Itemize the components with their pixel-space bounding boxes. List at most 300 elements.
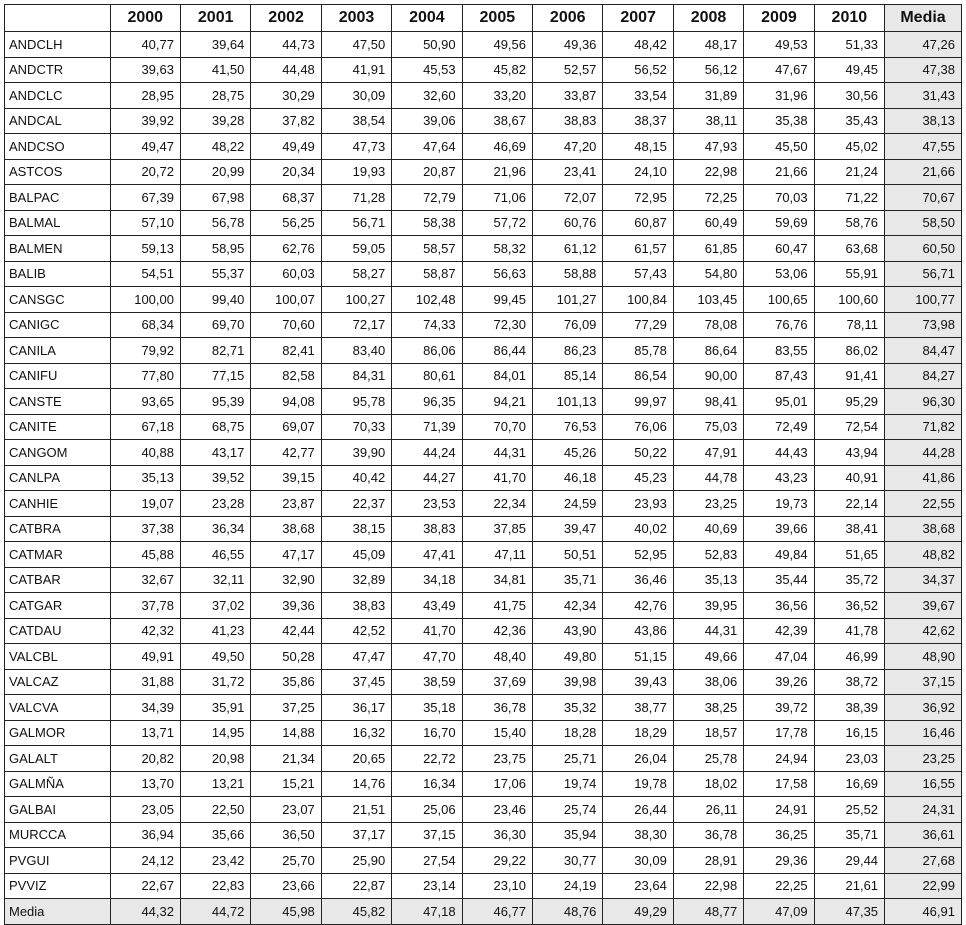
value-cell: 22,83 — [180, 873, 250, 899]
value-cell: 49,36 — [533, 32, 603, 58]
value-cell: 42,44 — [251, 618, 321, 644]
value-cell: 22,87 — [321, 873, 391, 899]
row-media-cell: 23,25 — [885, 746, 962, 772]
row-label: ANDCTR — [5, 57, 111, 83]
value-cell: 47,47 — [321, 644, 391, 670]
value-cell: 71,06 — [462, 185, 532, 211]
value-cell: 16,34 — [392, 771, 462, 797]
row-media-cell: 48,82 — [885, 542, 962, 568]
value-cell: 50,90 — [392, 32, 462, 58]
value-cell: 39,06 — [392, 108, 462, 134]
table-row — [5, 644, 962, 670]
value-cell: 102,48 — [392, 287, 462, 313]
table-row — [5, 414, 962, 440]
value-cell: 20,98 — [180, 746, 250, 772]
table-row — [5, 567, 962, 593]
value-cell: 20,65 — [321, 746, 391, 772]
value-cell: 38,25 — [673, 695, 743, 721]
value-cell: 20,87 — [392, 159, 462, 185]
row-media-cell: 27,68 — [885, 848, 962, 874]
row-media-cell: 48,90 — [885, 644, 962, 670]
column-header-year: 2010 — [814, 5, 884, 32]
value-cell: 38,54 — [321, 108, 391, 134]
value-cell: 23,25 — [673, 491, 743, 517]
value-cell: 33,20 — [462, 83, 532, 109]
table-row — [5, 210, 962, 236]
media-row-cell: 47,18 — [392, 899, 462, 925]
row-label: CATBAR — [5, 567, 111, 593]
value-cell: 39,26 — [744, 669, 814, 695]
table-footer — [5, 899, 962, 925]
value-cell: 52,95 — [603, 542, 673, 568]
value-cell: 22,34 — [462, 491, 532, 517]
row-label: PVGUI — [5, 848, 111, 874]
table-row — [5, 491, 962, 517]
value-cell: 22,50 — [180, 797, 250, 823]
value-cell: 39,98 — [533, 669, 603, 695]
value-cell: 58,76 — [814, 210, 884, 236]
value-cell: 58,87 — [392, 261, 462, 287]
row-label: CATDAU — [5, 618, 111, 644]
value-cell: 24,91 — [744, 797, 814, 823]
value-cell: 50,28 — [251, 644, 321, 670]
row-media-cell: 16,55 — [885, 771, 962, 797]
table-row — [5, 363, 962, 389]
value-cell: 23,42 — [180, 848, 250, 874]
value-cell: 39,64 — [180, 32, 250, 58]
value-cell: 25,74 — [533, 797, 603, 823]
value-cell: 23,05 — [110, 797, 180, 823]
row-label: GALMÑA — [5, 771, 111, 797]
value-cell: 54,80 — [673, 261, 743, 287]
value-cell: 82,71 — [180, 338, 250, 364]
value-cell: 25,52 — [814, 797, 884, 823]
value-cell: 32,11 — [180, 567, 250, 593]
row-media-cell: 58,50 — [885, 210, 962, 236]
value-cell: 33,54 — [603, 83, 673, 109]
value-cell: 35,66 — [180, 822, 250, 848]
row-media-cell: 38,68 — [885, 516, 962, 542]
row-label: CANSGC — [5, 287, 111, 313]
column-header-year: 2008 — [673, 5, 743, 32]
value-cell: 100,07 — [251, 287, 321, 313]
value-cell: 72,79 — [392, 185, 462, 211]
value-cell: 47,41 — [392, 542, 462, 568]
value-cell: 29,44 — [814, 848, 884, 874]
value-cell: 58,27 — [321, 261, 391, 287]
value-cell: 30,56 — [814, 83, 884, 109]
value-cell: 17,06 — [462, 771, 532, 797]
table-row — [5, 618, 962, 644]
row-label: CANITE — [5, 414, 111, 440]
value-cell: 25,06 — [392, 797, 462, 823]
media-row-label: Media — [5, 899, 111, 925]
value-cell: 85,14 — [533, 363, 603, 389]
value-cell: 36,17 — [321, 695, 391, 721]
value-cell: 35,13 — [673, 567, 743, 593]
value-cell: 42,34 — [533, 593, 603, 619]
table-row — [5, 440, 962, 466]
value-cell: 18,28 — [533, 720, 603, 746]
media-row-cell: 49,29 — [603, 899, 673, 925]
value-cell: 45,53 — [392, 57, 462, 83]
value-cell: 82,58 — [251, 363, 321, 389]
value-cell: 90,00 — [673, 363, 743, 389]
value-cell: 60,49 — [673, 210, 743, 236]
value-cell: 23,87 — [251, 491, 321, 517]
row-label: CATGAR — [5, 593, 111, 619]
value-cell: 77,80 — [110, 363, 180, 389]
value-cell: 48,40 — [462, 644, 532, 670]
value-cell: 86,54 — [603, 363, 673, 389]
value-cell: 23,07 — [251, 797, 321, 823]
value-cell: 41,50 — [180, 57, 250, 83]
value-cell: 49,80 — [533, 644, 603, 670]
value-cell: 57,10 — [110, 210, 180, 236]
table-row — [5, 287, 962, 313]
row-media-cell: 70,67 — [885, 185, 962, 211]
table-row — [5, 669, 962, 695]
value-cell: 44,31 — [462, 440, 532, 466]
value-cell: 86,44 — [462, 338, 532, 364]
value-cell: 84,01 — [462, 363, 532, 389]
value-cell: 35,43 — [814, 108, 884, 134]
media-row-cell: 44,32 — [110, 899, 180, 925]
row-label: CATBRA — [5, 516, 111, 542]
row-media-cell: 100,77 — [885, 287, 962, 313]
value-cell: 19,78 — [603, 771, 673, 797]
value-cell: 77,15 — [180, 363, 250, 389]
value-cell: 77,29 — [603, 312, 673, 338]
table-row — [5, 822, 962, 848]
media-row-cell: 45,82 — [321, 899, 391, 925]
row-label: GALMOR — [5, 720, 111, 746]
value-cell: 49,66 — [673, 644, 743, 670]
value-cell: 20,34 — [251, 159, 321, 185]
value-cell: 24,94 — [744, 746, 814, 772]
value-cell: 32,89 — [321, 567, 391, 593]
value-cell: 95,78 — [321, 389, 391, 415]
value-cell: 67,39 — [110, 185, 180, 211]
value-cell: 57,43 — [603, 261, 673, 287]
value-cell: 54,51 — [110, 261, 180, 287]
value-cell: 15,21 — [251, 771, 321, 797]
column-header-year: 2005 — [462, 5, 532, 32]
data-table-container — [4, 4, 962, 925]
value-cell: 43,49 — [392, 593, 462, 619]
value-cell: 23,64 — [603, 873, 673, 899]
table-row — [5, 389, 962, 415]
value-cell: 58,57 — [392, 236, 462, 262]
value-cell: 70,03 — [744, 185, 814, 211]
value-cell: 34,18 — [392, 567, 462, 593]
value-cell: 14,95 — [180, 720, 250, 746]
value-cell: 51,33 — [814, 32, 884, 58]
value-cell: 39,63 — [110, 57, 180, 83]
value-cell: 42,77 — [251, 440, 321, 466]
value-cell: 39,66 — [744, 516, 814, 542]
value-cell: 79,92 — [110, 338, 180, 364]
value-cell: 76,76 — [744, 312, 814, 338]
value-cell: 24,59 — [533, 491, 603, 517]
value-cell: 41,70 — [462, 465, 532, 491]
value-cell: 58,32 — [462, 236, 532, 262]
value-cell: 25,70 — [251, 848, 321, 874]
value-cell: 40,42 — [321, 465, 391, 491]
row-label: BALIB — [5, 261, 111, 287]
value-cell: 29,36 — [744, 848, 814, 874]
value-cell: 35,71 — [814, 822, 884, 848]
value-cell: 20,72 — [110, 159, 180, 185]
row-label: CANIGC — [5, 312, 111, 338]
value-cell: 45,02 — [814, 134, 884, 160]
value-cell: 39,47 — [533, 516, 603, 542]
table-row — [5, 312, 962, 338]
value-cell: 18,29 — [603, 720, 673, 746]
value-cell: 16,69 — [814, 771, 884, 797]
value-cell: 49,56 — [462, 32, 532, 58]
value-cell: 72,54 — [814, 414, 884, 440]
value-cell: 23,46 — [462, 797, 532, 823]
value-cell: 36,30 — [462, 822, 532, 848]
value-cell: 19,74 — [533, 771, 603, 797]
value-cell: 35,18 — [392, 695, 462, 721]
row-media-cell: 44,28 — [885, 440, 962, 466]
value-cell: 13,21 — [180, 771, 250, 797]
value-cell: 96,35 — [392, 389, 462, 415]
value-cell: 71,39 — [392, 414, 462, 440]
row-label: BALMAL — [5, 210, 111, 236]
value-cell: 83,40 — [321, 338, 391, 364]
value-cell: 31,89 — [673, 83, 743, 109]
value-cell: 43,17 — [180, 440, 250, 466]
value-cell: 39,90 — [321, 440, 391, 466]
row-media-cell: 22,99 — [885, 873, 962, 899]
value-cell: 38,39 — [814, 695, 884, 721]
value-cell: 44,78 — [673, 465, 743, 491]
row-media-cell: 31,43 — [885, 83, 962, 109]
value-cell: 22,14 — [814, 491, 884, 517]
value-cell: 45,09 — [321, 542, 391, 568]
value-cell: 38,68 — [251, 516, 321, 542]
row-media-cell: 96,30 — [885, 389, 962, 415]
value-cell: 60,76 — [533, 210, 603, 236]
value-cell: 38,72 — [814, 669, 884, 695]
row-media-cell: 47,55 — [885, 134, 962, 160]
value-cell: 37,45 — [321, 669, 391, 695]
table-row — [5, 108, 962, 134]
value-cell: 30,77 — [533, 848, 603, 874]
value-cell: 58,88 — [533, 261, 603, 287]
value-cell: 63,68 — [814, 236, 884, 262]
table-row — [5, 83, 962, 109]
value-cell: 23,10 — [462, 873, 532, 899]
value-cell: 46,69 — [462, 134, 532, 160]
media-row-cell: 48,76 — [533, 899, 603, 925]
value-cell: 43,94 — [814, 440, 884, 466]
value-cell: 15,40 — [462, 720, 532, 746]
row-label: ANDCSO — [5, 134, 111, 160]
value-cell: 40,69 — [673, 516, 743, 542]
value-cell: 23,14 — [392, 873, 462, 899]
value-cell: 22,67 — [110, 873, 180, 899]
value-cell: 71,22 — [814, 185, 884, 211]
value-cell: 34,81 — [462, 567, 532, 593]
value-cell: 52,83 — [673, 542, 743, 568]
column-header-year: 2003 — [321, 5, 391, 32]
table-row — [5, 848, 962, 874]
value-cell: 72,17 — [321, 312, 391, 338]
table-header — [5, 5, 962, 32]
value-cell: 86,02 — [814, 338, 884, 364]
value-cell: 38,59 — [392, 669, 462, 695]
value-cell: 23,53 — [392, 491, 462, 517]
media-row-cell: 47,35 — [814, 899, 884, 925]
value-cell: 24,10 — [603, 159, 673, 185]
row-label: CANLPA — [5, 465, 111, 491]
value-cell: 36,46 — [603, 567, 673, 593]
corner-cell — [5, 5, 111, 32]
value-cell: 47,91 — [673, 440, 743, 466]
value-cell: 27,54 — [392, 848, 462, 874]
value-cell: 47,17 — [251, 542, 321, 568]
table-row — [5, 32, 962, 58]
value-cell: 62,76 — [251, 236, 321, 262]
row-media-cell: 21,66 — [885, 159, 962, 185]
row-label: VALCAZ — [5, 669, 111, 695]
value-cell: 32,60 — [392, 83, 462, 109]
value-cell: 49,53 — [744, 32, 814, 58]
value-cell: 72,95 — [603, 185, 673, 211]
value-cell: 20,82 — [110, 746, 180, 772]
table-row — [5, 873, 962, 899]
value-cell: 14,76 — [321, 771, 391, 797]
value-cell: 19,73 — [744, 491, 814, 517]
value-cell: 94,21 — [462, 389, 532, 415]
value-cell: 45,82 — [462, 57, 532, 83]
row-label: VALCVA — [5, 695, 111, 721]
value-cell: 100,84 — [603, 287, 673, 313]
value-cell: 38,37 — [603, 108, 673, 134]
value-cell: 86,64 — [673, 338, 743, 364]
value-cell: 44,48 — [251, 57, 321, 83]
value-cell: 100,00 — [110, 287, 180, 313]
row-label: CANSTE — [5, 389, 111, 415]
value-cell: 37,25 — [251, 695, 321, 721]
value-cell: 59,69 — [744, 210, 814, 236]
value-cell: 48,42 — [603, 32, 673, 58]
value-cell: 23,03 — [814, 746, 884, 772]
value-cell: 31,72 — [180, 669, 250, 695]
value-cell: 37,82 — [251, 108, 321, 134]
value-cell: 47,73 — [321, 134, 391, 160]
value-cell: 86,06 — [392, 338, 462, 364]
value-cell: 17,78 — [744, 720, 814, 746]
value-cell: 75,03 — [673, 414, 743, 440]
value-cell: 39,15 — [251, 465, 321, 491]
value-cell: 22,37 — [321, 491, 391, 517]
header-row — [5, 5, 962, 32]
value-cell: 38,83 — [533, 108, 603, 134]
value-cell: 56,12 — [673, 57, 743, 83]
value-cell: 45,50 — [744, 134, 814, 160]
value-cell: 95,01 — [744, 389, 814, 415]
value-cell: 56,25 — [251, 210, 321, 236]
value-cell: 55,91 — [814, 261, 884, 287]
value-cell: 59,05 — [321, 236, 391, 262]
value-cell: 70,70 — [462, 414, 532, 440]
table-body — [5, 32, 962, 899]
table-row — [5, 771, 962, 797]
value-cell: 43,86 — [603, 618, 673, 644]
media-row-cell: 46,77 — [462, 899, 532, 925]
value-cell: 35,91 — [180, 695, 250, 721]
value-cell: 78,08 — [673, 312, 743, 338]
row-label: CANGOM — [5, 440, 111, 466]
value-cell: 51,65 — [814, 542, 884, 568]
value-cell: 52,57 — [533, 57, 603, 83]
value-cell: 23,28 — [180, 491, 250, 517]
value-cell: 91,41 — [814, 363, 884, 389]
value-cell: 36,78 — [462, 695, 532, 721]
row-label: BALPAC — [5, 185, 111, 211]
value-cell: 30,09 — [321, 83, 391, 109]
value-cell: 49,45 — [814, 57, 884, 83]
value-cell: 22,98 — [673, 873, 743, 899]
value-cell: 44,27 — [392, 465, 462, 491]
value-cell: 87,43 — [744, 363, 814, 389]
value-cell: 68,75 — [180, 414, 250, 440]
data-table — [4, 4, 962, 925]
value-cell: 41,75 — [462, 593, 532, 619]
value-cell: 17,58 — [744, 771, 814, 797]
row-media-cell: 84,47 — [885, 338, 962, 364]
value-cell: 47,50 — [321, 32, 391, 58]
table-row — [5, 236, 962, 262]
value-cell: 39,95 — [673, 593, 743, 619]
value-cell: 70,60 — [251, 312, 321, 338]
value-cell: 44,73 — [251, 32, 321, 58]
row-media-cell: 47,26 — [885, 32, 962, 58]
value-cell: 18,57 — [673, 720, 743, 746]
value-cell: 23,93 — [603, 491, 673, 517]
value-cell: 53,06 — [744, 261, 814, 287]
column-header-year: 2000 — [110, 5, 180, 32]
value-cell: 35,13 — [110, 465, 180, 491]
value-cell: 41,78 — [814, 618, 884, 644]
value-cell: 49,49 — [251, 134, 321, 160]
value-cell: 48,17 — [673, 32, 743, 58]
value-cell: 43,90 — [533, 618, 603, 644]
value-cell: 37,85 — [462, 516, 532, 542]
row-media-cell: 47,38 — [885, 57, 962, 83]
table-row — [5, 516, 962, 542]
value-cell: 57,72 — [462, 210, 532, 236]
row-media-cell: 41,86 — [885, 465, 962, 491]
value-cell: 47,93 — [673, 134, 743, 160]
value-cell: 35,32 — [533, 695, 603, 721]
value-cell: 49,84 — [744, 542, 814, 568]
value-cell: 13,70 — [110, 771, 180, 797]
value-cell: 46,55 — [180, 542, 250, 568]
table-row — [5, 185, 962, 211]
value-cell: 38,83 — [392, 516, 462, 542]
value-cell: 25,78 — [673, 746, 743, 772]
row-media-cell: 34,37 — [885, 567, 962, 593]
value-cell: 86,23 — [533, 338, 603, 364]
value-cell: 21,34 — [251, 746, 321, 772]
value-cell: 31,88 — [110, 669, 180, 695]
